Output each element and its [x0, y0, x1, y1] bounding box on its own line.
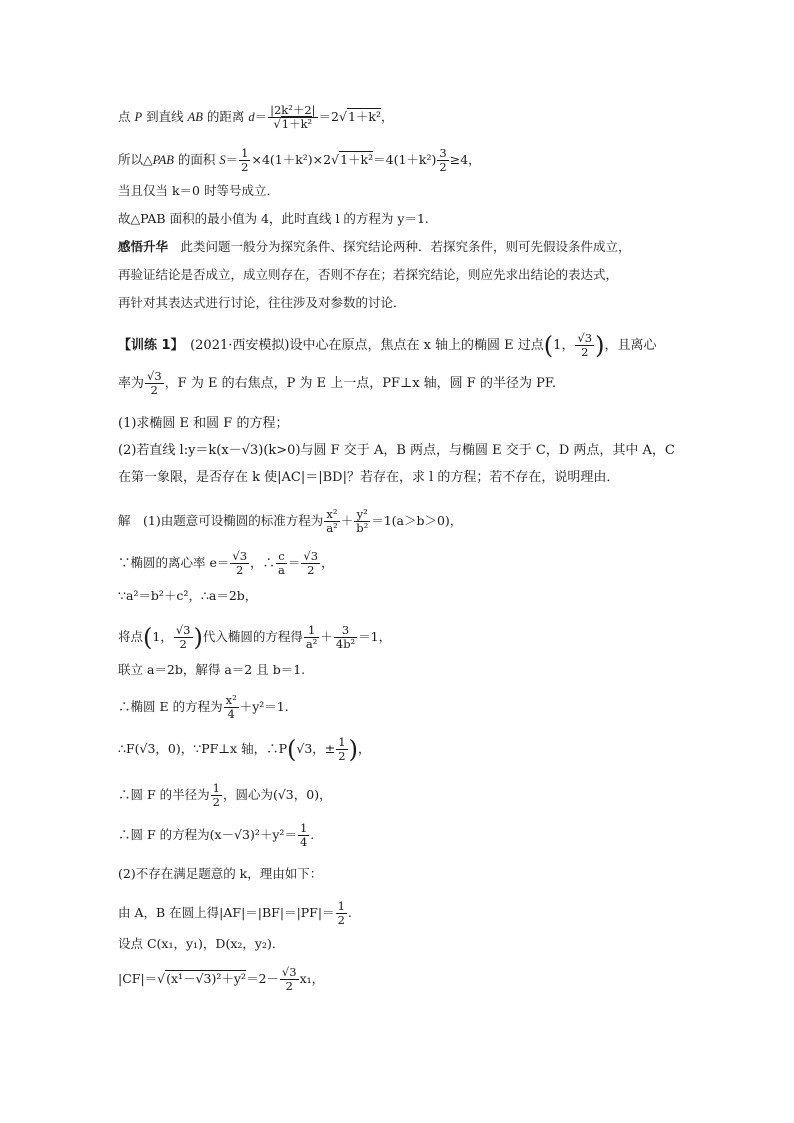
fraction: $\frac{√3}{2}$: [577, 331, 593, 360]
fraction: $\frac{1}{4}$: [299, 821, 308, 850]
text-line: |CF|＝√(x¹－√3)²＋y²＝2－ $\frac{√3}{2}$ x₁，: [118, 965, 325, 994]
text-line: ∴F(√3，0)，∵PF⊥x 轴，∴P(√3，± $\frac{1}{2}$ )，: [118, 735, 371, 764]
insight-label: 感悟升华: [118, 239, 169, 254]
text-line: 在第一象限，是否存在 k 使|AC|＝|BD|？若存在，求 l 的方程；若不存在，说明理由．: [118, 470, 620, 485]
fraction: $\frac{\text{x²}}{4}$: [225, 693, 237, 722]
fraction: $\frac{1}{2}$: [338, 735, 346, 764]
text-line: 再验证结论是否成立，成立则存在，否则不存在；若探究结论，则应先求出结论的表达式，: [118, 267, 619, 282]
training-line: 【训练 1】 (2021·西安模拟)设中心在原点，焦点在 x 轴上的椭圆 E 过点(1， $\frac{√3}{2}$ )，且离心: [118, 331, 657, 360]
fraction: $\frac{√3}{2}$: [147, 369, 162, 398]
fraction: $\frac{1}{2}$: [212, 781, 220, 810]
text-line: ∴椭圆 E 的方程为 $\frac{\text{x²}}{4}$ ＋y²＝1.: [118, 693, 289, 722]
fraction: $\frac{3}{\text{4b²}}$: [335, 623, 356, 652]
text-line: 联立 a＝2b，解得 a＝2 且 b＝1.: [118, 662, 306, 677]
text-line: 故△PAB 面积的最小值为 4，此时直线 l 的方程为 y＝1.: [118, 211, 429, 226]
question-1: (1)求椭圆 E 和圆 F 的方程；: [118, 416, 289, 431]
fraction: $\frac{c}{a}$: [278, 549, 285, 578]
line-area: 所以△PAB 的面积 S＝ $\frac{1}{2}$ ×4(1＋k²)×2√1＋k²＝4(1＋k²) $\frac{3}{2}$ ≥4，: [118, 146, 481, 175]
fraction: $\frac{1}{2}$: [241, 146, 249, 175]
insight-line: 感悟升华 此类问题一般分为探究条件、探究结论两种．若探究条件，则可先假设条件成立，: [118, 239, 631, 254]
text-line: ∴圆 F 的半径为 $\frac{1}{2}$ ，圆心为(√3，0)，: [118, 781, 332, 810]
text-line: ∴圆 F 的方程为(x－√3)²＋y²＝ $\frac{1}{4}$ .: [118, 821, 315, 850]
fraction: $\frac{√3}{2}$: [303, 549, 319, 578]
fraction: $\frac{\text{|2k²＋2|}}{\text{√1＋k²}}$: [270, 103, 316, 132]
fraction: $\frac{\text{y²}}{\text{b²}}$: [356, 507, 369, 536]
text-line: 再针对其表达式进行讨论，往往涉及对参数的讨论．: [118, 295, 406, 310]
fraction: $\frac{√3}{2}$: [232, 549, 248, 578]
fraction: $\frac{√3}{2}$: [175, 623, 191, 652]
text-line: (2)不存在满足题意的 k，理由如下：: [118, 866, 323, 881]
text-line: 设点 C(x₁，y₁)，D(x₂，y₂)．: [118, 936, 285, 951]
text-line: ∵椭圆的离心率 e＝ $\frac{√3}{2}$ ，∴ $\frac{c}{a}$ ＝ $\frac{√3}{2}$ ，: [118, 549, 334, 578]
fraction: $\frac{√3}{2}$: [281, 965, 297, 994]
fraction: $\frac{3}{2}$: [439, 146, 447, 175]
fraction: $\frac{1}{2}$: [337, 899, 345, 928]
text-line: 当且仅当 k＝0 时等号成立．: [118, 183, 279, 198]
text-line: 率为 $\frac{√3}{2}$ ，F 为 E 的右焦点，P 为 E 上一点，PF⊥x 轴，圆 F 的半径为 PF.: [118, 369, 556, 398]
question-2: (2)若直线 l:y＝k(x－√3)(k>0)与圆 F 交于 A，B 两点，与椭圆 E 交于 C，D 两点，其中 A，C: [118, 443, 675, 458]
text-line: 由 A，B 在圆上得|AF|＝|BF|＝|PF|＝ $\frac{1}{2}$ .: [118, 899, 352, 928]
training-label: 【训练 1】: [118, 338, 178, 354]
line-distance: 点 P 到直线 AB 的距离 d＝ $\frac{\text{|2k²＋2|}}{\text{√1＋k²}}$ ＝2√1＋k²，: [118, 103, 394, 132]
text-line: ∵a²＝b²＋c²，∴a＝2b，: [118, 588, 258, 603]
fraction: $\frac{1}{\text{a²}}$: [305, 623, 318, 652]
text-line: 将点(1， $\frac{√3}{2}$ )代入椭圆的方程得 $\frac{1}{\text{a²}}$ ＋ $\frac{3}{\text{4b²}}$ ＝1，: [118, 623, 392, 652]
fraction: $\frac{\text{x²}}{\text{a²}}$: [326, 507, 338, 536]
solution-line: 解 (1)由题意可设椭圆的标准方程为 $\frac{\text{x²}}{\text{a²}}$ ＋ $\frac{\text{y²}}{\text{b²}}$ ＝1(a＞b＞0)，: [118, 507, 463, 536]
